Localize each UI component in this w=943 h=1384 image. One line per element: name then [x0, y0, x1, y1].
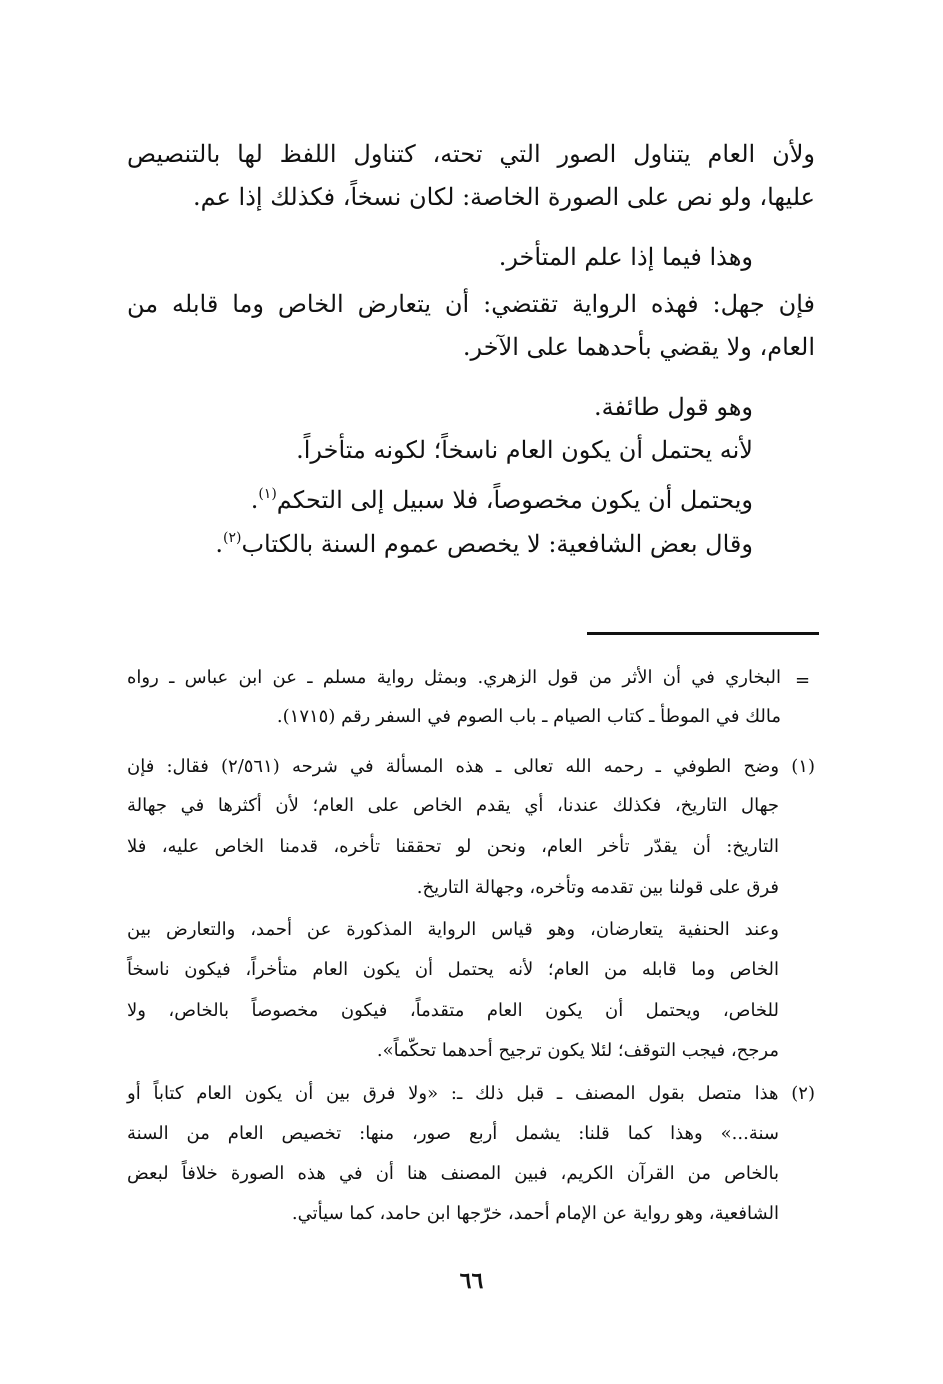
main-line-7: لأنه يحتمل أن يكون العام ناسخاً؛ لكونه متأخراً. — [296, 436, 753, 464]
footnote-line-5: التاريخ: أن يقدّر تأخر العام، ونحن لو تحققنا تأخره، قدمنا الخاص عليه، فلا — [127, 836, 779, 857]
main-line-2: عليها، ولو نص على الصورة الخاصة: لكان نسخاً، فكذلك إذا عم. — [193, 183, 815, 211]
footnote-line-8: الخاص وما قابله من العام؛ لأنه يحتمل أن يكون العام متأخراً، فيكون ناسخاً — [127, 959, 779, 980]
footnote-line-3: (١) وضح الطوفي ـ رحمه الله تعالى ـ هذه المسألة في شرحه (٢/٥٦١) فقال: فإن — [127, 756, 815, 777]
footnote-line-13: بالخاص من القرآن الكريم، فبين المصنف هنا أن في هذه الصورة خلافاً لبعض — [127, 1163, 779, 1184]
footnote-line-4: جهال التاريخ، فكذلك عندنا، أي يقدم الخاص على العام؛ لأن أكثرها في جهالة — [127, 795, 779, 816]
main-line-9-text: وقال بعض الشافعية: لا يخصص عموم السنة بالكتاب — [241, 530, 753, 558]
footnote-line-1: البخاري في أن الأثر من قول الزهري. وبمثل رواية مسلم ـ عن ابن عباس ـ رواه — [127, 667, 781, 688]
footnote-ref-1: (١) — [258, 486, 277, 502]
main-line-8-text: ويحتمل أن يكون مخصوصاً، فلا سبيل إلى التحكم — [276, 486, 753, 514]
main-line-9-period: . — [215, 530, 223, 558]
footnote-line-6: فرق على قولنا بين تقدمه وتأخره، وجهالة التاريخ. — [416, 877, 779, 898]
main-line-8-period: . — [250, 486, 259, 514]
main-line-5: العام، ولا يقضي بأحدهما على الآخر. — [462, 333, 815, 361]
main-line-9 — [215, 521, 753, 561]
footnote-line-12: سنة...» وهذا كما قلنا: يشمل أربع صور، منها: تخصيص العام من السنة — [127, 1123, 779, 1144]
footnote-line-14: الشافعية، وهو رواية عن الإمام أحمد، خرّجها ابن حامد، كما سيأتي. — [291, 1203, 779, 1224]
footnote-separator — [587, 632, 819, 635]
main-line-6: وهو قول طائفة. — [594, 393, 753, 421]
main-line-4: فإن جهل: فهذه الرواية تقتضي: أن يتعارض الخاص وما قابله من — [127, 290, 815, 318]
footnote-line-9: للخاص، ويحتمل أن يكون العام متقدماً، فيكون مخصوصاً بالخاص، ولا — [127, 1000, 779, 1021]
main-line-3: وهذا فيما إذا علم المتأخر. — [498, 243, 753, 271]
footnote-line-11: (٢) هذا متصل بقول المصنف ـ قبل ذلك ـ: «ولا فرق بين أن يكون العام كتاباً أو — [127, 1083, 815, 1104]
footnote-line-2: مالك في الموطأ ـ كتاب الصيام ـ باب الصوم في السفر رقم (١٧١٥). — [276, 706, 781, 727]
main-line-1: ولأن العام يتناول الصور التي تحته، كتناول اللفظ لها بالتنصيص — [127, 140, 815, 168]
footnote-line-10: مرجح، فيجب التوقف؛ لئلا يكون ترجيح أحدهما تحكّماً». — [376, 1040, 779, 1061]
main-line-8 — [251, 477, 753, 517]
footnote-line-7: وعند الحنفية يتعارضان، وهو قياس الرواية المذكورة عن أحمد، والتعارض بين — [127, 919, 779, 940]
footnote-ref-2: (٢) — [222, 530, 242, 546]
continuation-mark: = — [795, 670, 811, 691]
page-number: ٦٦ — [459, 1268, 484, 1294]
